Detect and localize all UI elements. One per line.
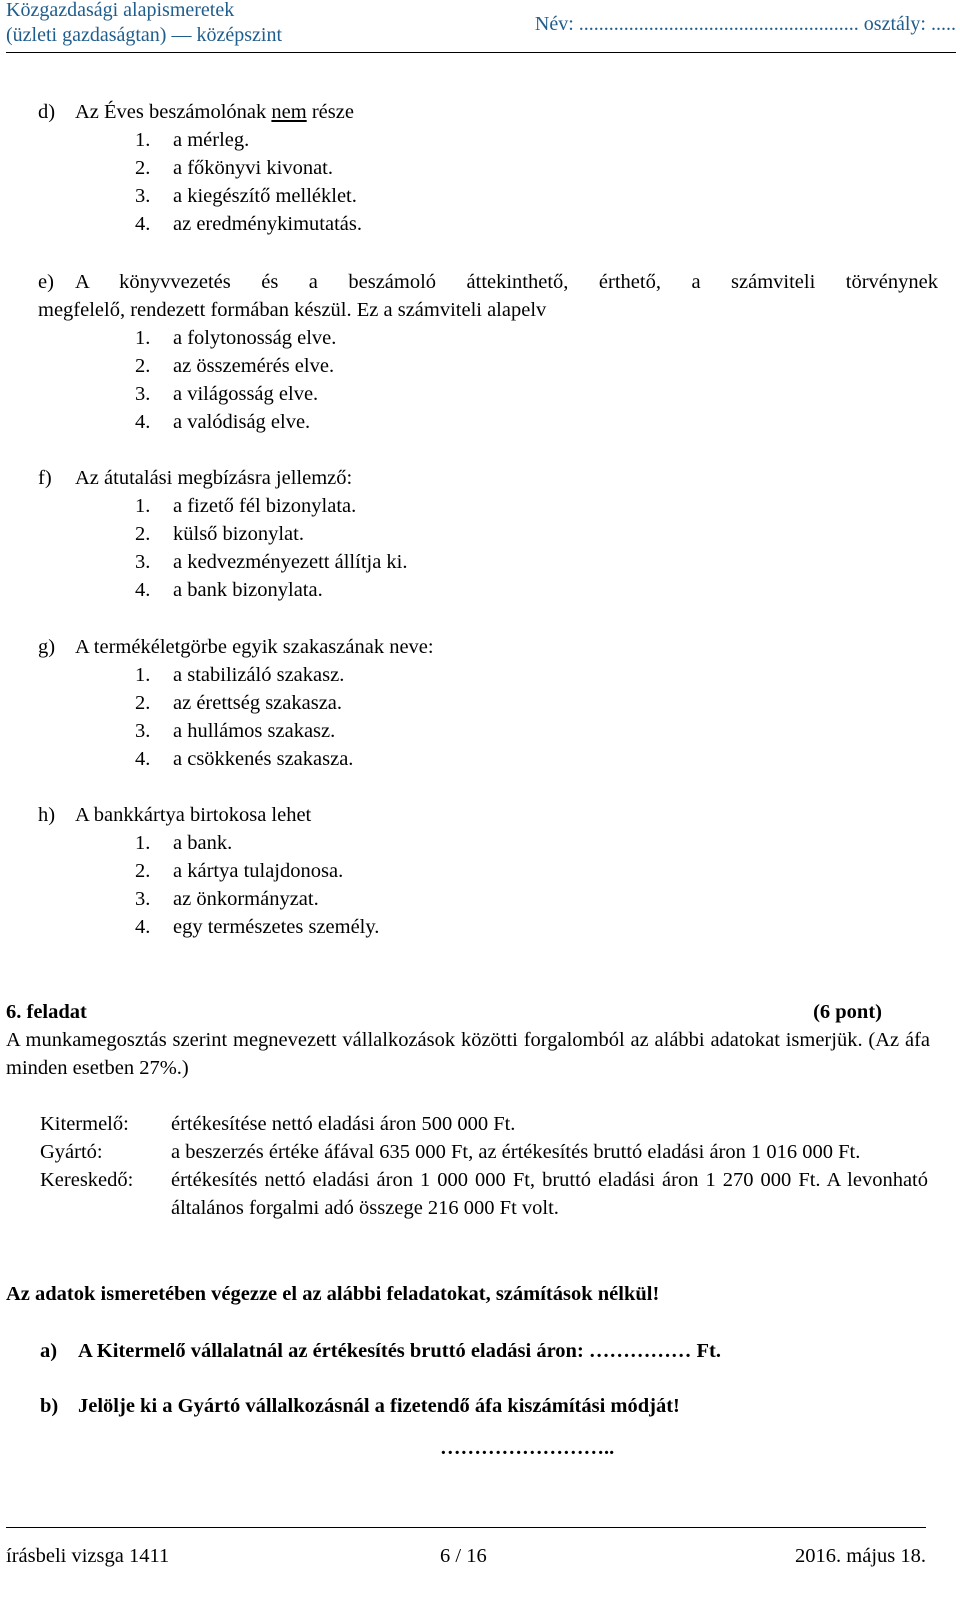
option: 2. a kártya tulajdonosa. xyxy=(135,860,344,882)
company-data xyxy=(40,1110,928,1222)
option: 1. a fizető fél bizonylata. xyxy=(135,495,357,517)
subject-line-2: (üzleti gazdaságtan) — középszint xyxy=(6,24,282,46)
question-label: e) xyxy=(38,271,54,293)
option: 3. a világosság elve. xyxy=(135,383,319,405)
question-label: h) xyxy=(38,804,56,826)
task-title: 6. feladat xyxy=(6,1001,87,1023)
page-number: 6 / 16 xyxy=(440,1545,487,1567)
subtask-a: a) A Kitermelő vállalatnál az értékesítés bruttó eladási áron: …………… Ft. xyxy=(40,1340,721,1362)
option: 4. a csökkenés szakasza. xyxy=(135,748,354,770)
subject-title xyxy=(6,0,282,48)
exam-code: írásbeli vizsga 1411 xyxy=(6,1545,170,1567)
question-stem-line-2: megfelelő, rendezett formában készül. Ez a számviteli alapelv xyxy=(38,299,547,321)
option: 4. egy természetes személy. xyxy=(135,916,380,938)
option: 4. a valódiság elve. xyxy=(135,411,311,433)
question-label: g) xyxy=(38,636,56,658)
data-row: Kereskedő: értékesítés nettó eladási áron 1 000 000 Ft, bruttó eladási áron 1 270 000 Ft. A levonható általános forgalmi adó összege 216 000 Ft volt. xyxy=(40,1169,928,1219)
question-h xyxy=(38,801,938,941)
question-label: f) xyxy=(38,467,52,489)
task-6 xyxy=(6,998,930,1082)
page-header xyxy=(6,0,956,53)
option: 2. az érettség szakasza. xyxy=(135,692,343,714)
option: 3. a kiegészítő melléklet. xyxy=(135,185,357,207)
task-intro: A munkamegosztás szerint megnevezett vállalkozások közötti forgalomból az alábbi adatokat ismerjük. (Az áfa minden esetben 27%.) xyxy=(6,1029,930,1079)
option: 2. a főkönyvi kivonat. xyxy=(135,157,333,179)
option: 1. a bank. xyxy=(135,832,233,854)
question-stem: A bankkártya birtokosa lehet xyxy=(75,804,312,826)
answer-line: …………………….. xyxy=(440,1437,615,1459)
task-heading xyxy=(6,998,930,1026)
data-row: Kitermelő: értékesítése nettó eladási áron 500 000 Ft. xyxy=(40,1113,516,1135)
option: 3. az önkormányzat. xyxy=(135,888,319,910)
option: 3. a hullámos szakasz. xyxy=(135,720,336,742)
option: 4. az eredménykimutatás. xyxy=(135,213,362,235)
question-stem: Az átutalási megbízásra jellemző: xyxy=(75,467,353,489)
question-d xyxy=(38,98,938,238)
subtask-b: b) Jelölje ki a Gyártó vállalkozásnál a fizetendő áfa kiszámítási módját! xyxy=(40,1395,680,1417)
question-f xyxy=(38,464,938,604)
page-footer xyxy=(6,1527,926,1567)
option: 4. a bank bizonylata. xyxy=(135,579,323,601)
option: 1. a mérleg. xyxy=(135,129,250,151)
question-g xyxy=(38,633,938,773)
option: 2. az összemérés elve. xyxy=(135,355,335,377)
question-stem: A termékéletgörbe egyik szakaszának neve: xyxy=(75,636,434,658)
question-stem: Az Éves beszámolónak nem része xyxy=(75,101,354,123)
option: 3. a kedvezményezett állítja ki. xyxy=(135,551,408,573)
task-points: (6 pont) xyxy=(813,1001,882,1023)
name-class-field: Név: ........................................................ osztály: ..... xyxy=(534,13,956,35)
question-stem-line-1: A könyvvezetés és a beszámoló áttekinthető, érthető, a számviteli törvénynek xyxy=(75,271,938,293)
subject-line-1: Közgazdasági alapismeretek xyxy=(6,0,235,21)
task-instruction: Az adatok ismeretében végezze el az alábbi feladatokat, számítások nélkül! xyxy=(6,1283,660,1305)
question-label: d) xyxy=(38,101,56,123)
exam-date: 2016. május 18. xyxy=(795,1545,926,1567)
option: 2. külső bizonylat. xyxy=(135,523,304,545)
option: 1. a folytonosság elve. xyxy=(135,327,337,349)
data-row: Gyártó: a beszerzés értéke áfával 635 000 Ft, az értékesítés bruttó eladási áron 1 016 000 Ft. xyxy=(40,1141,861,1163)
question-e xyxy=(38,268,938,436)
option: 1. a stabilizáló szakasz. xyxy=(135,664,345,686)
